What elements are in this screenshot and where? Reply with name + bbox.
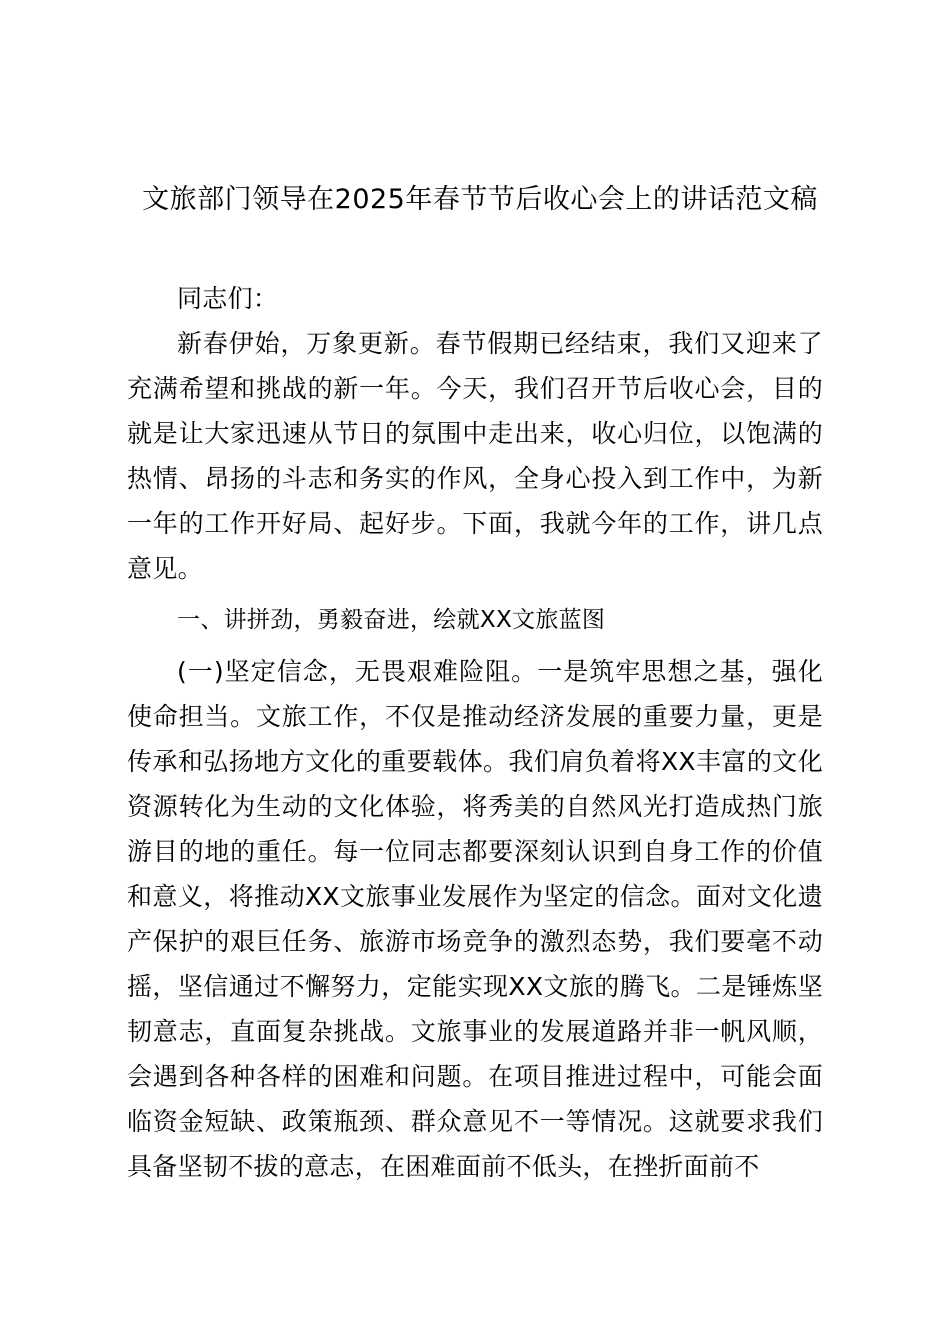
section-paragraph: (一)坚定信念，无畏艰难险阻。一是筑牢思想之基，强化使命担当。文旅工作，不仅是推动经济发展的重要力量，更是传承和弘扬地方文化的重要载体。我们肩负着将XX丰富的文化资源转化为生动的文化体验，将秀美的自然风光打造成热门旅游目的地的重任。每一位同志都要深刻认识到自身工作的价值和意义，将推动XX文旅事业发展作为坚定的信念。面对文化遗产保护的艰巨任务、旅游市场竞争的激烈态势，我们要毫不动摇，坚信通过不懈努力，定能实现XX文旅的腾飞。二是锤炼坚韧意志，直面复杂挑战。文旅事业的发展道路并非一帆风顺，会遇到各种各样的困难和问题。在项目推进过程中，可能会面临资金短缺、政策瓶颈、群众意见不一等情况。这就要求我们具备坚韧不拔的意志，在困难面前不低头，在挫折面前不 — [127, 657, 823, 1181]
document-title: 文旅部门领导在2025年春节节后收心会上的讲话范文稿 — [142, 184, 818, 215]
section-heading: 一、讲拼劲，勇毅奋进，绘就XX文旅蓝图 — [177, 607, 606, 633]
document-body — [127, 276, 823, 1189]
salutation: 同志们： — [177, 284, 279, 313]
intro-paragraph: 新春伊始，万象更新。春节假期已经结束，我们又迎来了充满希望和挑战的新一年。今天，我们召开节后收心会，目的就是让大家迅速从节日的氛围中走出来，收心归位，以饱满的热情、昂扬的斗志和务实的作风，全身心投入到工作中，为新一年的工作开好局、起好步。下面，我就今年的工作，讲几点意见。 — [127, 329, 823, 583]
